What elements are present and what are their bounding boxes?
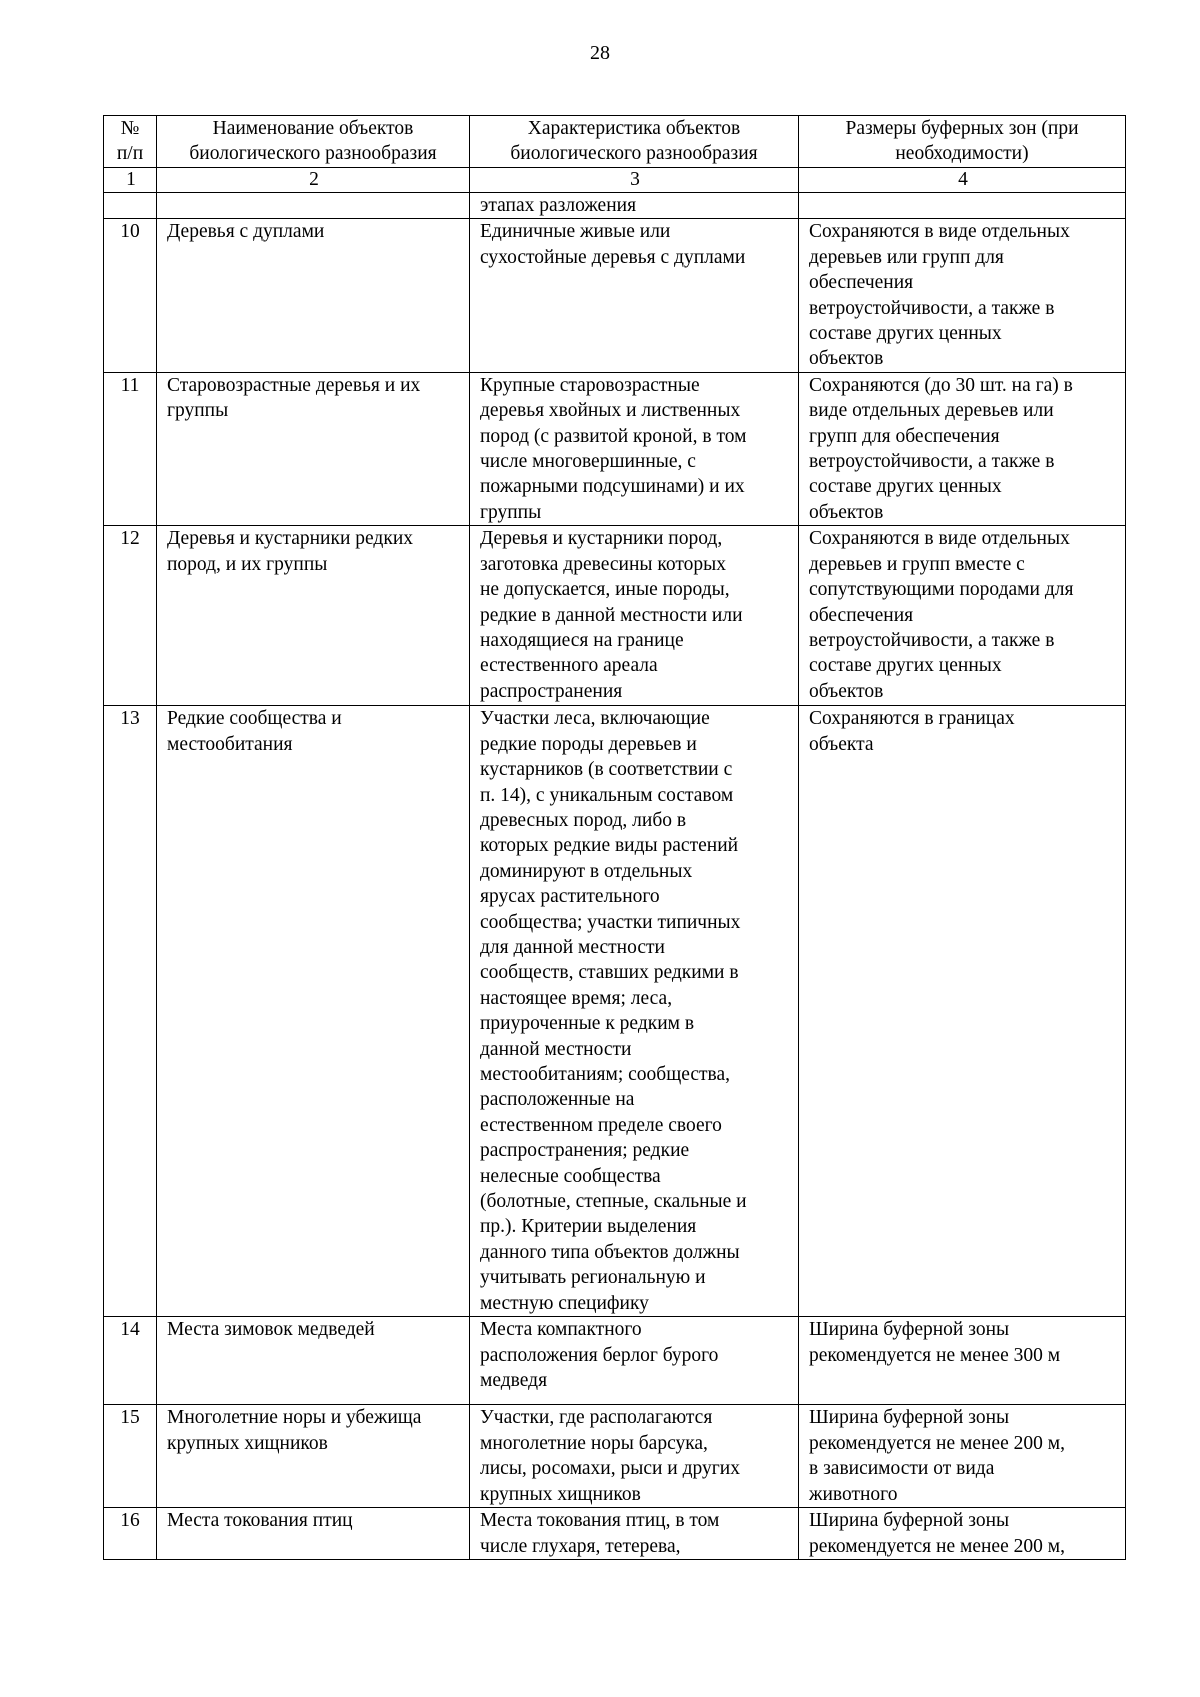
row-name: Места токования птиц: [157, 1508, 470, 1560]
biodiversity-objects-table: [103, 115, 1126, 1560]
row-characteristic: Крупные старовозрастные деревья хвойных и лиственных пород (с развитой кроной, в том числе многовершинные, с пожарными подсушинами) и их группы: [470, 372, 799, 525]
row-num: 12: [104, 526, 157, 706]
row-buffer: Сохраняются в виде отдельных деревьев или групп для обеспечения ветроустойчивости, а также в составе других ценных объектов: [799, 219, 1126, 372]
header-buffer: Размеры буферных зон (при необходимости): [799, 116, 1126, 168]
row-name: Многолетние норы и убежища крупных хищников: [157, 1405, 470, 1508]
column-index: 1: [104, 168, 157, 193]
page-number: 28: [590, 42, 610, 64]
row-buffer: Сохраняются в границах объекта: [799, 706, 1126, 1317]
row-characteristic: Участки, где располагаются многолетние норы барсука, лисы, росомахи, рыси и других крупных хищников: [470, 1405, 799, 1508]
table-row: [104, 219, 1126, 372]
row-name: Деревья и кустарники редких пород, и их группы: [157, 526, 470, 706]
row-characteristic: Деревья и кустарники пород, заготовка древесины которых не допускается, иные породы, редкие в данной местности или находящиеся на границе естественного ареала распространения: [470, 526, 799, 706]
row-buffer: Ширина буферной зоны рекомендуется не менее 300 м: [799, 1317, 1126, 1405]
row-name: [157, 193, 470, 219]
header-name: Наименование объектов биологического разнообразия: [157, 116, 470, 168]
column-index: 2: [157, 168, 470, 193]
table-row: [104, 706, 1126, 1317]
row-name: Деревья с дуплами: [157, 219, 470, 372]
row-name: Места зимовок медведей: [157, 1317, 470, 1405]
table-row: [104, 1317, 1126, 1405]
row-num: 15: [104, 1405, 157, 1508]
row-buffer: Сохраняются (до 30 шт. на га) в виде отдельных деревьев или групп для обеспечения ветроустойчивости, а также в составе других ценных объектов: [799, 372, 1126, 525]
column-index: 4: [799, 168, 1126, 193]
continuation-row: [104, 193, 1126, 219]
row-num: 16: [104, 1508, 157, 1560]
header-num: № п/п: [104, 116, 157, 168]
row-num: 10: [104, 219, 157, 372]
column-index: 3: [470, 168, 799, 193]
row-num: 11: [104, 372, 157, 525]
table-row: [104, 372, 1126, 525]
table-row: [104, 1405, 1126, 1508]
row-buffer: Ширина буферной зоны рекомендуется не менее 200 м, в зависимости от вида животного: [799, 1405, 1126, 1508]
row-characteristic: Места токования птиц, в том числе глухаря, тетерева,: [470, 1508, 799, 1560]
row-name: Старовозрастные деревья и их группы: [157, 372, 470, 525]
column-index-row: [104, 168, 1126, 193]
row-num: 14: [104, 1317, 157, 1405]
row-characteristic: этапах разложения: [470, 193, 799, 219]
row-characteristic: Участки леса, включающие редкие породы деревьев и кустарников (в соответствии с п. 14), с уникальным составом древесных пород, либо в которых редкие виды растений доминируют в отдельных ярусах растительного сообщества; участки типичных для данной местности сообществ, ставших редкими в настоящее время; леса, приуроченные к редким в данной местности местообитаниям; сообщества, расположенные на естественном пределе своего распространения; редкие нелесные сообщества (болотные, степные, скальные и пр.). Критерии выделения данного типа объектов должны учитывать региональную и местную специфику: [470, 706, 799, 1317]
row-buffer: Сохраняются в виде отдельных деревьев и групп вместе с сопутствующими породами для обеспечения ветроустойчивости, а также в составе других ценных объектов: [799, 526, 1126, 706]
table-header-row: [104, 116, 1126, 168]
table-row: [104, 1508, 1126, 1560]
row-name: Редкие сообщества и местообитания: [157, 706, 470, 1317]
row-num: 13: [104, 706, 157, 1317]
row-num: [104, 193, 157, 219]
row-buffer: [799, 193, 1126, 219]
header-characteristic: Характеристика объектов биологического разнообразия: [470, 116, 799, 168]
table-row: [104, 526, 1126, 706]
row-characteristic: Единичные живые или сухостойные деревья с дуплами: [470, 219, 799, 372]
row-characteristic: Места компактного расположения берлог бурого медведя: [470, 1317, 799, 1405]
row-buffer: Ширина буферной зоны рекомендуется не менее 200 м,: [799, 1508, 1126, 1560]
